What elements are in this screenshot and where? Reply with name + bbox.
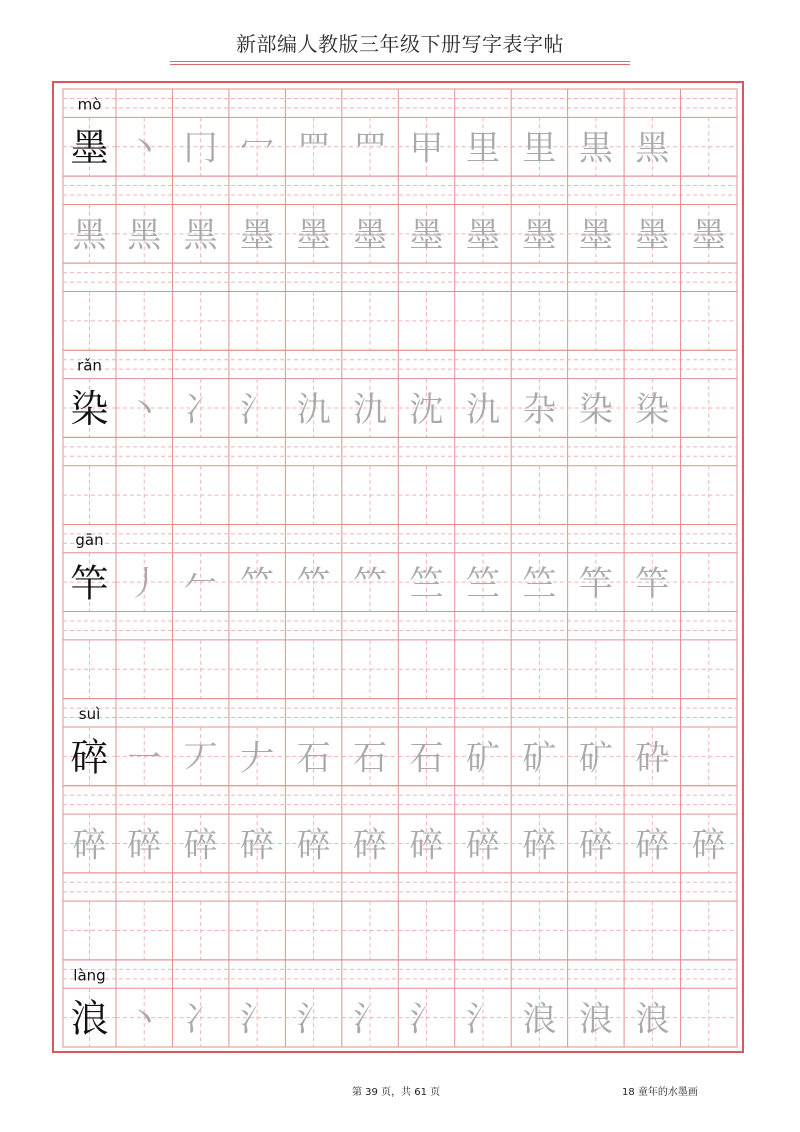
- stroke-step: 丶: [127, 389, 162, 430]
- practice-row: [63, 612, 737, 699]
- model-character: 浪: [70, 996, 109, 1041]
- practice-row: [63, 350, 737, 437]
- pinyin-label: làng: [73, 966, 106, 985]
- title-underline-bottom: [170, 64, 630, 65]
- stroke-step: 竺: [522, 564, 557, 605]
- trace-character: 碎: [240, 825, 275, 866]
- stroke-step: 竺: [409, 564, 444, 605]
- stroke-step: 氵: [240, 389, 275, 430]
- trace-character: 碎: [183, 825, 218, 866]
- trace-character: 碎: [409, 825, 444, 866]
- stroke-step: 冖: [240, 128, 275, 169]
- trace-character: 墨: [409, 215, 444, 256]
- stroke-step: 𥫗: [353, 564, 388, 605]
- trace-character: 墨: [465, 215, 500, 256]
- trace-character: 碎: [353, 825, 388, 866]
- lesson-title: 18 童年的水墨画: [622, 1087, 698, 1098]
- stroke-step: 罒: [353, 128, 388, 169]
- practice-row: [63, 786, 737, 873]
- model-character: 碎: [70, 735, 109, 780]
- pinyin-label: mò: [77, 95, 102, 114]
- stroke-step: 冂: [183, 128, 218, 169]
- stroke-step: 杂: [522, 389, 557, 430]
- pinyin-label: gān: [75, 530, 104, 549]
- pinyin-label: rǎn: [77, 356, 102, 375]
- stroke-step: 浪: [635, 999, 670, 1040]
- stroke-step: 石: [409, 738, 444, 779]
- stroke-step: 氵: [465, 999, 500, 1040]
- stroke-step: 染: [578, 389, 613, 430]
- model-character: 竿: [70, 561, 109, 606]
- stroke-step: 一: [127, 738, 162, 779]
- trace-character: 碎: [578, 825, 613, 866]
- trace-character: 墨: [522, 215, 557, 256]
- trace-character: 墨: [691, 215, 726, 256]
- model-character: 染: [70, 387, 109, 432]
- stroke-step: 冫: [183, 999, 218, 1040]
- practice-row: [63, 873, 737, 960]
- stroke-step: 矿: [465, 738, 500, 779]
- trace-character: 碎: [72, 825, 107, 866]
- writing-grid-sheet: [52, 81, 744, 1053]
- model-character: 墨: [70, 125, 109, 170]
- trace-character: 碎: [635, 825, 670, 866]
- stroke-step: 氿: [296, 389, 331, 430]
- stroke-step: 冫: [183, 389, 218, 430]
- practice-row: [63, 263, 737, 350]
- practice-row: [63, 89, 737, 176]
- trace-character: 墨: [635, 215, 670, 256]
- trace-character: 碎: [691, 825, 726, 866]
- stroke-step: 矿: [578, 738, 613, 779]
- pinyin-label: suì: [78, 705, 101, 724]
- stroke-step: 石: [296, 738, 331, 779]
- trace-character: 黑: [183, 215, 218, 256]
- stroke-step: 氵: [353, 999, 388, 1040]
- stroke-step: 竿: [578, 564, 613, 605]
- stroke-step: 氿: [353, 389, 388, 430]
- stroke-step: 黒: [578, 128, 613, 169]
- stroke-step: 𥫗: [296, 564, 331, 605]
- trace-character: 黑: [72, 215, 107, 256]
- trace-character: 碎: [127, 825, 162, 866]
- stroke-step: 里: [465, 128, 500, 169]
- practice-row: [63, 960, 737, 1047]
- stroke-step: 沈: [409, 389, 444, 430]
- trace-character: 碎: [522, 825, 557, 866]
- writing-grid: [52, 81, 744, 1053]
- page-number: 第 39 页，共 61 页: [352, 1087, 441, 1098]
- stroke-step: 砕: [635, 738, 670, 779]
- trace-character: 墨: [353, 215, 388, 256]
- stroke-step: 𠂇: [240, 738, 275, 779]
- trace-character: 黑: [127, 215, 162, 256]
- stroke-step: 氵: [296, 999, 331, 1040]
- stroke-step: 浪: [578, 999, 613, 1040]
- stroke-step: 丶: [127, 128, 162, 169]
- practice-row: [63, 176, 737, 263]
- stroke-step: 氿: [465, 389, 500, 430]
- stroke-step: 丆: [183, 738, 218, 779]
- stroke-step: 矿: [522, 738, 557, 779]
- trace-character: 墨: [296, 215, 331, 256]
- practice-row: [63, 437, 737, 524]
- page-title: 新部编人教版三年级下册写字表字帖: [236, 32, 564, 56]
- stroke-step: 浪: [522, 999, 557, 1040]
- stroke-step: 石: [353, 738, 388, 779]
- practice-row: [63, 699, 737, 786]
- stroke-step: 氵: [240, 999, 275, 1040]
- stroke-step: 𥫗: [240, 564, 275, 605]
- stroke-step: 氵: [409, 999, 444, 1040]
- stroke-step: 竺: [465, 564, 500, 605]
- trace-character: 碎: [465, 825, 500, 866]
- trace-character: 碎: [296, 825, 331, 866]
- stroke-step: 黑: [635, 128, 670, 169]
- stroke-step: 罒: [296, 128, 331, 169]
- stroke-step: 里: [522, 128, 557, 169]
- stroke-step: 丿: [127, 564, 162, 605]
- practice-row: [63, 524, 737, 611]
- trace-character: 墨: [240, 215, 275, 256]
- stroke-step: 𠂉: [183, 564, 218, 605]
- stroke-step: 竿: [635, 564, 670, 605]
- stroke-step: 染: [635, 389, 670, 430]
- trace-character: 墨: [578, 215, 613, 256]
- title-underline-top: [170, 61, 630, 62]
- stroke-step: 甲: [409, 128, 444, 169]
- stroke-step: 丶: [127, 999, 162, 1040]
